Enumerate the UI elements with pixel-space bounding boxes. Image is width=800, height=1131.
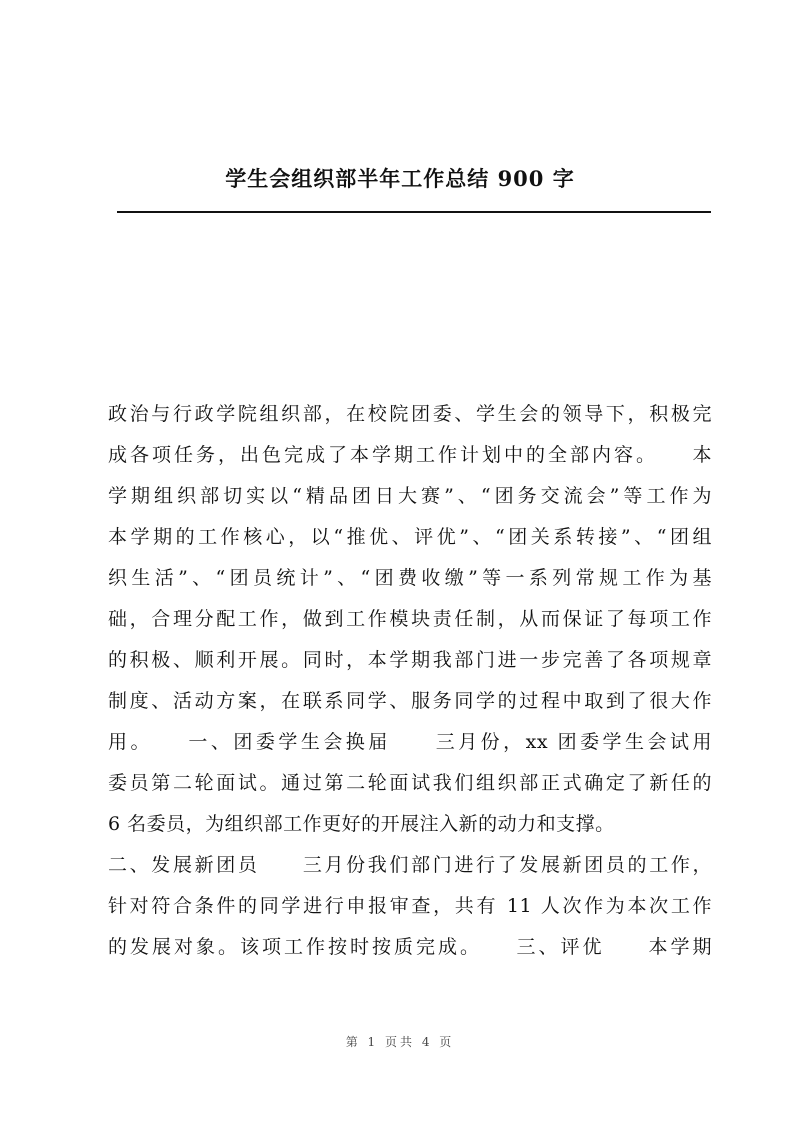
- body-line-14: 的发展对象。该项工作按时按质完成。 三、评优 本学期: [108, 936, 712, 958]
- body-line-4: 本学期的工作核心，以“推优、评优”、“团关系转接”、“团组: [108, 526, 712, 548]
- title-underline: [117, 211, 711, 213]
- body-line-11: 6 名委员，为组织部工作更好的开展注入新的动力和支撑。: [108, 813, 615, 835]
- document-title: 学生会组织部半年工作总结 900 字: [225, 166, 575, 191]
- document-body: [108, 394, 712, 968]
- body-line-13: 针对符合条件的同学进行申报审查，共有 11 人次作为本次工作: [108, 895, 712, 917]
- body-line-8: 制度、活动方案，在联系同学、服务同学的过程中取到了很大作: [108, 690, 712, 712]
- body-line-5: 织生活”、“团员统计”、“团费收缴”等一系列常规工作为基: [108, 567, 712, 589]
- body-line-6: 础，合理分配工作，做到工作模块责任制，从而保证了每项工作: [108, 608, 712, 630]
- body-line-12: 二、发展新团员 三月份我们部门进行了发展新团员的工作，: [108, 854, 712, 876]
- body-line-9: 用。 一、团委学生会换届 三月份，xx 团委学生会试用: [108, 731, 712, 753]
- body-line-1: 政治与行政学院组织部，在校院团委、学生会的领导下，积极完: [108, 403, 712, 425]
- body-line-10: 委员第二轮面试。通过第二轮面试我们组织部正式确定了新任的: [108, 772, 712, 794]
- page-number-footer: 第 1 页共 4 页: [345, 1035, 455, 1049]
- body-line-7: 的积极、顺利开展。同时，本学期我部门进一步完善了各项规章: [108, 649, 712, 671]
- body-line-2: 成各项任务，出色完成了本学期工作计划中的全部内容。 本: [108, 444, 712, 466]
- body-line-3: 学期组织部切实以“精品团日大赛”、“团务交流会”等工作为: [108, 485, 712, 507]
